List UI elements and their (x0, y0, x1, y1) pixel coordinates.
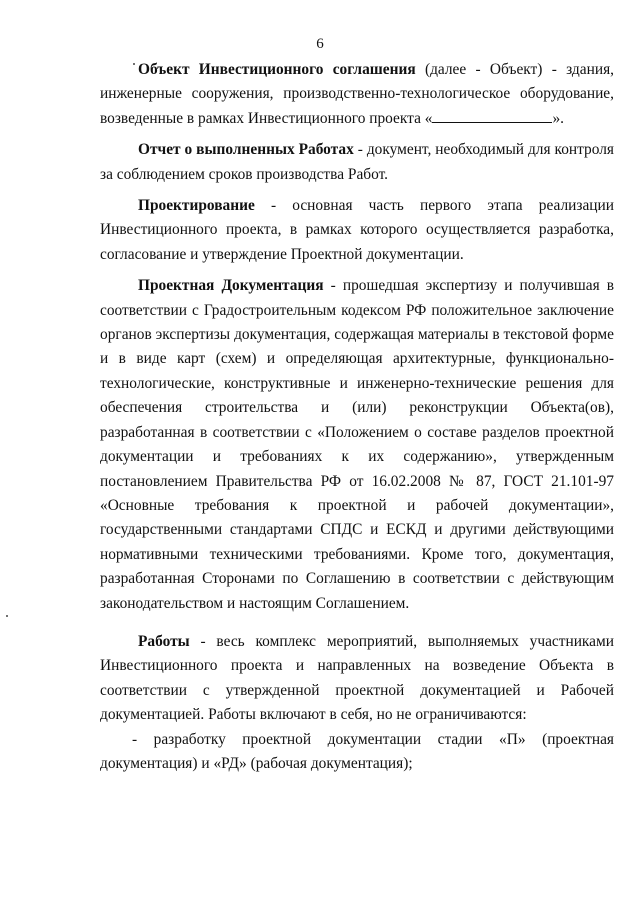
list-item: - разработку проектной документации стадии «П» (проектная документация) и «РД» (рабочая документация); (100, 730, 614, 772)
definition-works (100, 630, 614, 728)
definition-project-documentation (100, 274, 614, 616)
definition-project-documentation-text: - прошедшая экспертизу и получившая в соответствии с Градостроительным кодексом РФ положительное заключение органов экспертизы документация, содержащая материалы в текстовой форме и в виде карт (схем) и определяющая архитектурные, функционально-технологические, конструктивные и инженерно-технические решения для обеспечения строительства и (или) реконструкции Объекта(ов), разработанная в соответствии с «Положением о составе разделов проектной документации и требованиях к их содержанию», утвержденным постановлением Правительства РФ от 16.02.2008 № 87, ГОСТ 21.101-97 «Основные требования к проектной и рабочей документации», государственными стандартами СПДС и ЕСКД и другими действующими нормативными техническими требованиями. Кроме того, документация, разработанная Сторонами по Соглашению в соответствии с действующим законодательством и настоящим Соглашением. (100, 277, 614, 612)
definition-report-text: - документ, необходимый для контроля за соблюдением сроков производства Работ. (100, 141, 614, 183)
definition-report (100, 138, 614, 187)
fill-in-blank (432, 108, 552, 123)
definition-object (100, 58, 614, 131)
definition-object-text: (далее - Объект) - здания, инженерные сооружения, производственно-технологическое оборудование, возведенные в рамках Инвестиционного проекта « (100, 61, 614, 127)
definition-works-text: - весь комплекс мероприятий, выполняемых участниками Инвестиционного проекта и направленных на возведение Объекта в соответствии с утвержденной проектной документацией и Рабочей документацией. Работы включают в себя, но не ограничиваются: (100, 632, 614, 724)
term-object: Объект Инвестиционного соглашения (138, 61, 416, 78)
document-body (100, 58, 614, 776)
definition-object-text-end: ». (552, 109, 564, 127)
term-works: Работы (138, 632, 190, 650)
scan-speck (133, 63, 135, 65)
definition-design (100, 194, 614, 267)
term-report: Отчет о выполненных Работах (138, 141, 354, 159)
definition-design-text: - основная часть первого этапа реализации Инвестиционного проекта, в рамках которого осуществляется разработка, согласование и утверждение Проектной документации. (100, 197, 614, 263)
term-design: Проектирование (138, 197, 255, 215)
term-project-documentation: Проектная Документация (138, 277, 324, 295)
page-number: 6 (316, 36, 324, 52)
scan-speck (6, 615, 8, 617)
